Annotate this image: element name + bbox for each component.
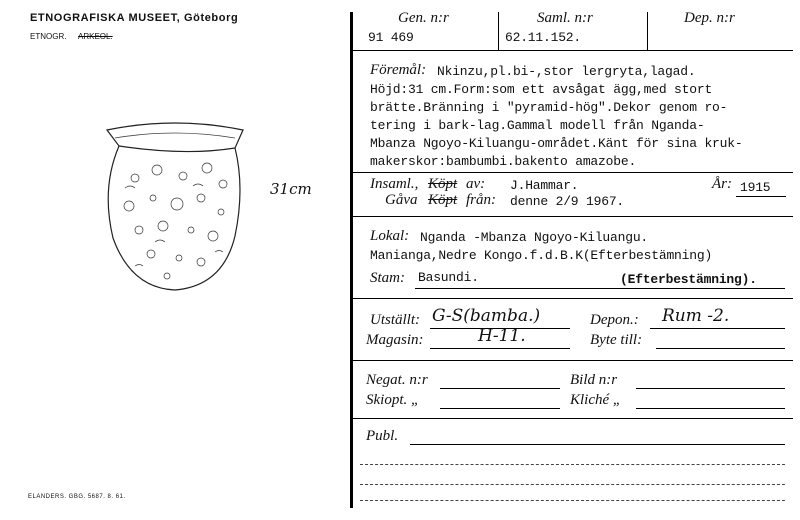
saml-value: 62.11.152.	[505, 30, 582, 45]
dept-etnogr: ETNOGR.	[30, 32, 67, 41]
depon-value: Rum -2.	[662, 306, 730, 326]
utstallt-value: G-S(bamba.)	[432, 306, 541, 326]
col-divider-1	[498, 12, 499, 50]
cliche-underline	[636, 408, 785, 409]
foremal-section-line	[353, 172, 793, 173]
cliche-label: Kliché „	[570, 392, 622, 408]
insaml-struck: Köpt	[428, 176, 458, 192]
stam-value: Basundi.	[418, 270, 479, 285]
av-label: av:	[466, 176, 486, 192]
foremal-label: Föremål:	[370, 62, 427, 78]
ar-label: År:	[712, 176, 732, 192]
fran-value: denne 2/9 1967.	[510, 194, 625, 209]
dep-label: Dep. n:r	[684, 10, 735, 26]
bild-label: Bild n:r	[570, 372, 618, 388]
insaml-label: Insaml.,	[370, 176, 419, 192]
magasin-underline	[430, 348, 570, 349]
byte-underline	[656, 348, 785, 349]
col-divider-2	[647, 12, 648, 50]
skiopt-underline	[440, 408, 560, 409]
ar-underline	[736, 196, 786, 197]
stam-section-line	[353, 298, 793, 299]
lokal-line-2: Manianga,Nedre Kongo.f.d.B.K(Efterbestämning)	[370, 248, 713, 263]
desc-line-1: Höjd:31 cm.Form:som ett avsågat ägg,med stort	[370, 82, 713, 97]
dept-arkeol: ARKEOL.	[78, 32, 113, 41]
height-note: 31cm	[270, 180, 312, 198]
publ-underline-4	[360, 500, 785, 501]
av-value: J.Hammar.	[510, 178, 579, 193]
depon-underline	[650, 328, 785, 329]
gava-struck: Köpt	[428, 192, 458, 208]
negat-underline	[440, 388, 560, 389]
desc-line-4: Mbanza Ngoyo-Kiluangu-området.Känt för sina kruk-	[370, 136, 743, 151]
stam-note: (Efterbestämning).	[620, 272, 757, 287]
saml-label: Saml. n:r	[537, 10, 593, 26]
foremal-value: Nkinzu,pl.bi-,stor lergryta,lagad.	[437, 64, 696, 79]
fran-label: från:	[466, 192, 496, 208]
pot-sketch	[95, 118, 255, 298]
publ-underline-1	[410, 444, 785, 445]
publ-underline-3	[360, 484, 785, 485]
stam-underline	[415, 288, 785, 289]
magasin-label: Magasin:	[366, 332, 424, 348]
desc-line-5: makerskor:bambumbi.bakento amazobe.	[370, 154, 637, 169]
bild-underline	[636, 388, 785, 389]
utstallt-label: Utställt:	[370, 312, 421, 328]
museum-title: ETNOGRAFISKA MUSEET, Göteborg	[30, 12, 239, 24]
publ-underline-2	[360, 464, 785, 465]
header-bottom-line	[353, 50, 793, 51]
utstallt-section-line	[353, 360, 793, 361]
stam-label: Stam:	[370, 270, 405, 286]
byte-label: Byte till:	[590, 332, 643, 348]
skiopt-label: Skiopt. „	[366, 392, 420, 408]
card-left-border	[350, 12, 353, 508]
desc-line-3: tering i bark-lag.Gammal modell från Nganda-	[370, 118, 705, 133]
desc-line-2: brätte.Bränning i "pyramid-hög".Dekor genom ro-	[370, 100, 728, 115]
publ-label: Publ.	[366, 428, 399, 444]
negat-section-line	[353, 418, 793, 419]
insaml-section-line	[353, 216, 793, 217]
gen-value: 91 469	[368, 30, 414, 45]
negat-label: Negat. n:r	[366, 372, 428, 388]
gen-label: Gen. n:r	[398, 10, 449, 26]
lokal-label: Lokal:	[370, 228, 410, 244]
depon-label: Depon.:	[590, 312, 639, 328]
magasin-value: H-11.	[478, 326, 526, 346]
ar-value: 1915	[740, 180, 771, 195]
printer-imprint: ELANDERS. GBG. 5687. 8. 61.	[28, 494, 126, 500]
gava-label: Gåva	[385, 192, 418, 208]
lokal-line-1: Nganda -Mbanza Ngoyo-Kiluangu.	[420, 230, 649, 245]
